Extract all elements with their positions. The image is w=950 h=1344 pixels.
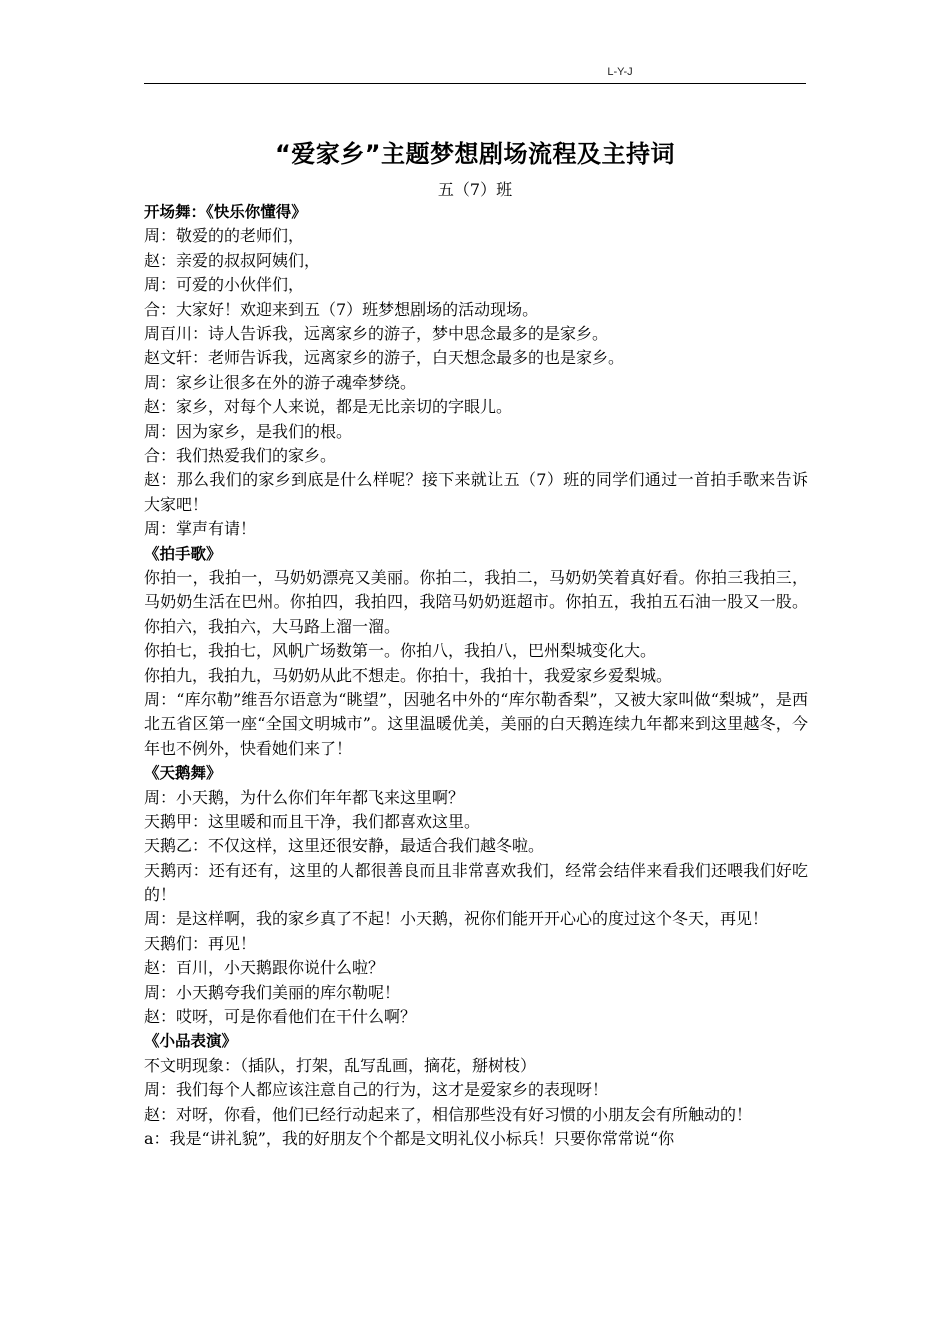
paragraph: 赵：哎呀，可是你看他们在干什么啊？ xyxy=(144,1007,417,1027)
paragraph: 你拍七，我拍七，风帆广场数第一。你拍八，我拍八，巴州梨城变化大。 xyxy=(144,641,657,661)
paragraph: 周：因为家乡，是我们的根。 xyxy=(144,421,353,441)
paragraph: 周：敬爱的的老师们， xyxy=(144,226,305,246)
paragraph: 赵：百川，小天鹅跟你说什么啦？ xyxy=(144,958,385,978)
paragraph: 周：是这样啊，我的家乡真了不起！小天鹅，祝你们能开开心心的度过这个冬天，再见！ xyxy=(144,909,769,929)
paragraph: 周百川：诗人告诉我，远离家乡的游子，梦中思念最多的是家乡。 xyxy=(144,323,609,343)
document-body xyxy=(144,200,808,1151)
document-subtitle: 五（7）班 xyxy=(437,180,513,199)
paragraph: 天鹅甲：这里暖和而且干净，我们都喜欢这里。 xyxy=(144,811,481,831)
paragraph: 赵：亲爱的叔叔阿姨们， xyxy=(144,250,321,270)
paragraph: 周：家乡让很多在外的游子魂牵梦绕。 xyxy=(144,372,417,392)
paragraph: 周：掌声有请！ xyxy=(144,519,257,539)
section-heading-clap-song: 《拍手歌》 xyxy=(144,544,222,563)
paragraph: 周：“库尔勒”维吾尔语意为“眺望”，因驰名中外的“库尔勒香梨”，又被大家叫做“梨城”，是西北五省区第一座“全国文明城市”。这里温暖优美，美丽的白天鹅连续九年都来到这里越冬，今年也不例外，快看她们来了！ xyxy=(144,689,808,758)
paragraph: 天鹅们：再见！ xyxy=(144,933,257,953)
paragraph: 周：小天鹅，为什么你们年年都飞来这里啊？ xyxy=(144,787,465,807)
paragraph: 赵：家乡，对每个人来说，都是无比亲切的字眼儿。 xyxy=(144,397,513,417)
section-heading-opening-dance: 开场舞：《快乐你懂得》 xyxy=(144,203,307,221)
paragraph: 赵文轩：老师告诉我，远离家乡的游子，白天想念最多的也是家乡。 xyxy=(144,348,625,368)
paragraph: a：我是“讲礼貌”，我的好朋友个个都是文明礼仪小标兵！只要你常常说“你 xyxy=(144,1129,675,1149)
section-heading-skit: 《小品表演》 xyxy=(144,1032,238,1051)
page-header: L-Y-J xyxy=(607,66,633,78)
paragraph: 你拍九，我拍九，马奶奶从此不想走。你拍十，我拍十，我爱家乡爱梨城。 xyxy=(144,665,673,685)
paragraph: 天鹅丙：还有还有，这里的人都很善良而且非常喜欢我们，经常会结伴来看我们还喂我们好吃的！ xyxy=(144,860,808,905)
paragraph: 不文明现象：（插队，打架，乱写乱画，摘花，掰树枝） xyxy=(144,1055,537,1075)
paragraph: 合：我们热爱我们的家乡。 xyxy=(144,445,337,465)
paragraph: 周：小天鹅夸我们美丽的库尔勒呢！ xyxy=(144,982,401,1002)
paragraph: 合：大家好！欢迎来到五（7）班梦想剧场的活动现场。 xyxy=(144,299,539,319)
paragraph: 周：可爱的小伙伴们， xyxy=(144,275,305,295)
document-title: “爱家乡”主题梦想剧场流程及主持词 xyxy=(274,140,676,168)
section-heading-swan-dance: 《天鹅舞》 xyxy=(144,764,222,783)
paragraph: 赵：那么我们的家乡到底是什么样呢？接下来就让五（7）班的同学们通过一首拍手歌来告诉大家吧！ xyxy=(144,470,808,514)
header-divider xyxy=(144,83,806,84)
paragraph: 天鹅乙：不仅这样，这里还很安静，最适合我们越冬啦。 xyxy=(144,836,545,856)
paragraph: 你拍一，我拍一，马奶奶漂亮又美丽。你拍二，我拍二，马奶奶笑着真好看。你拍三我拍三，马奶奶生活在巴州。你拍四，我拍四，我陪马奶奶逛超市。你拍五，我拍五石油一股又一股。你拍六，我拍六，大马路上溜一溜。 xyxy=(144,567,808,636)
paragraph: 赵：对呀，你看，他们已经行动起来了，相信那些没有好习惯的小朋友会有所触动的！ xyxy=(144,1104,753,1124)
paragraph: 周：我们每个人都应该注意自己的行为，这才是爱家乡的表现呀！ xyxy=(144,1080,609,1100)
